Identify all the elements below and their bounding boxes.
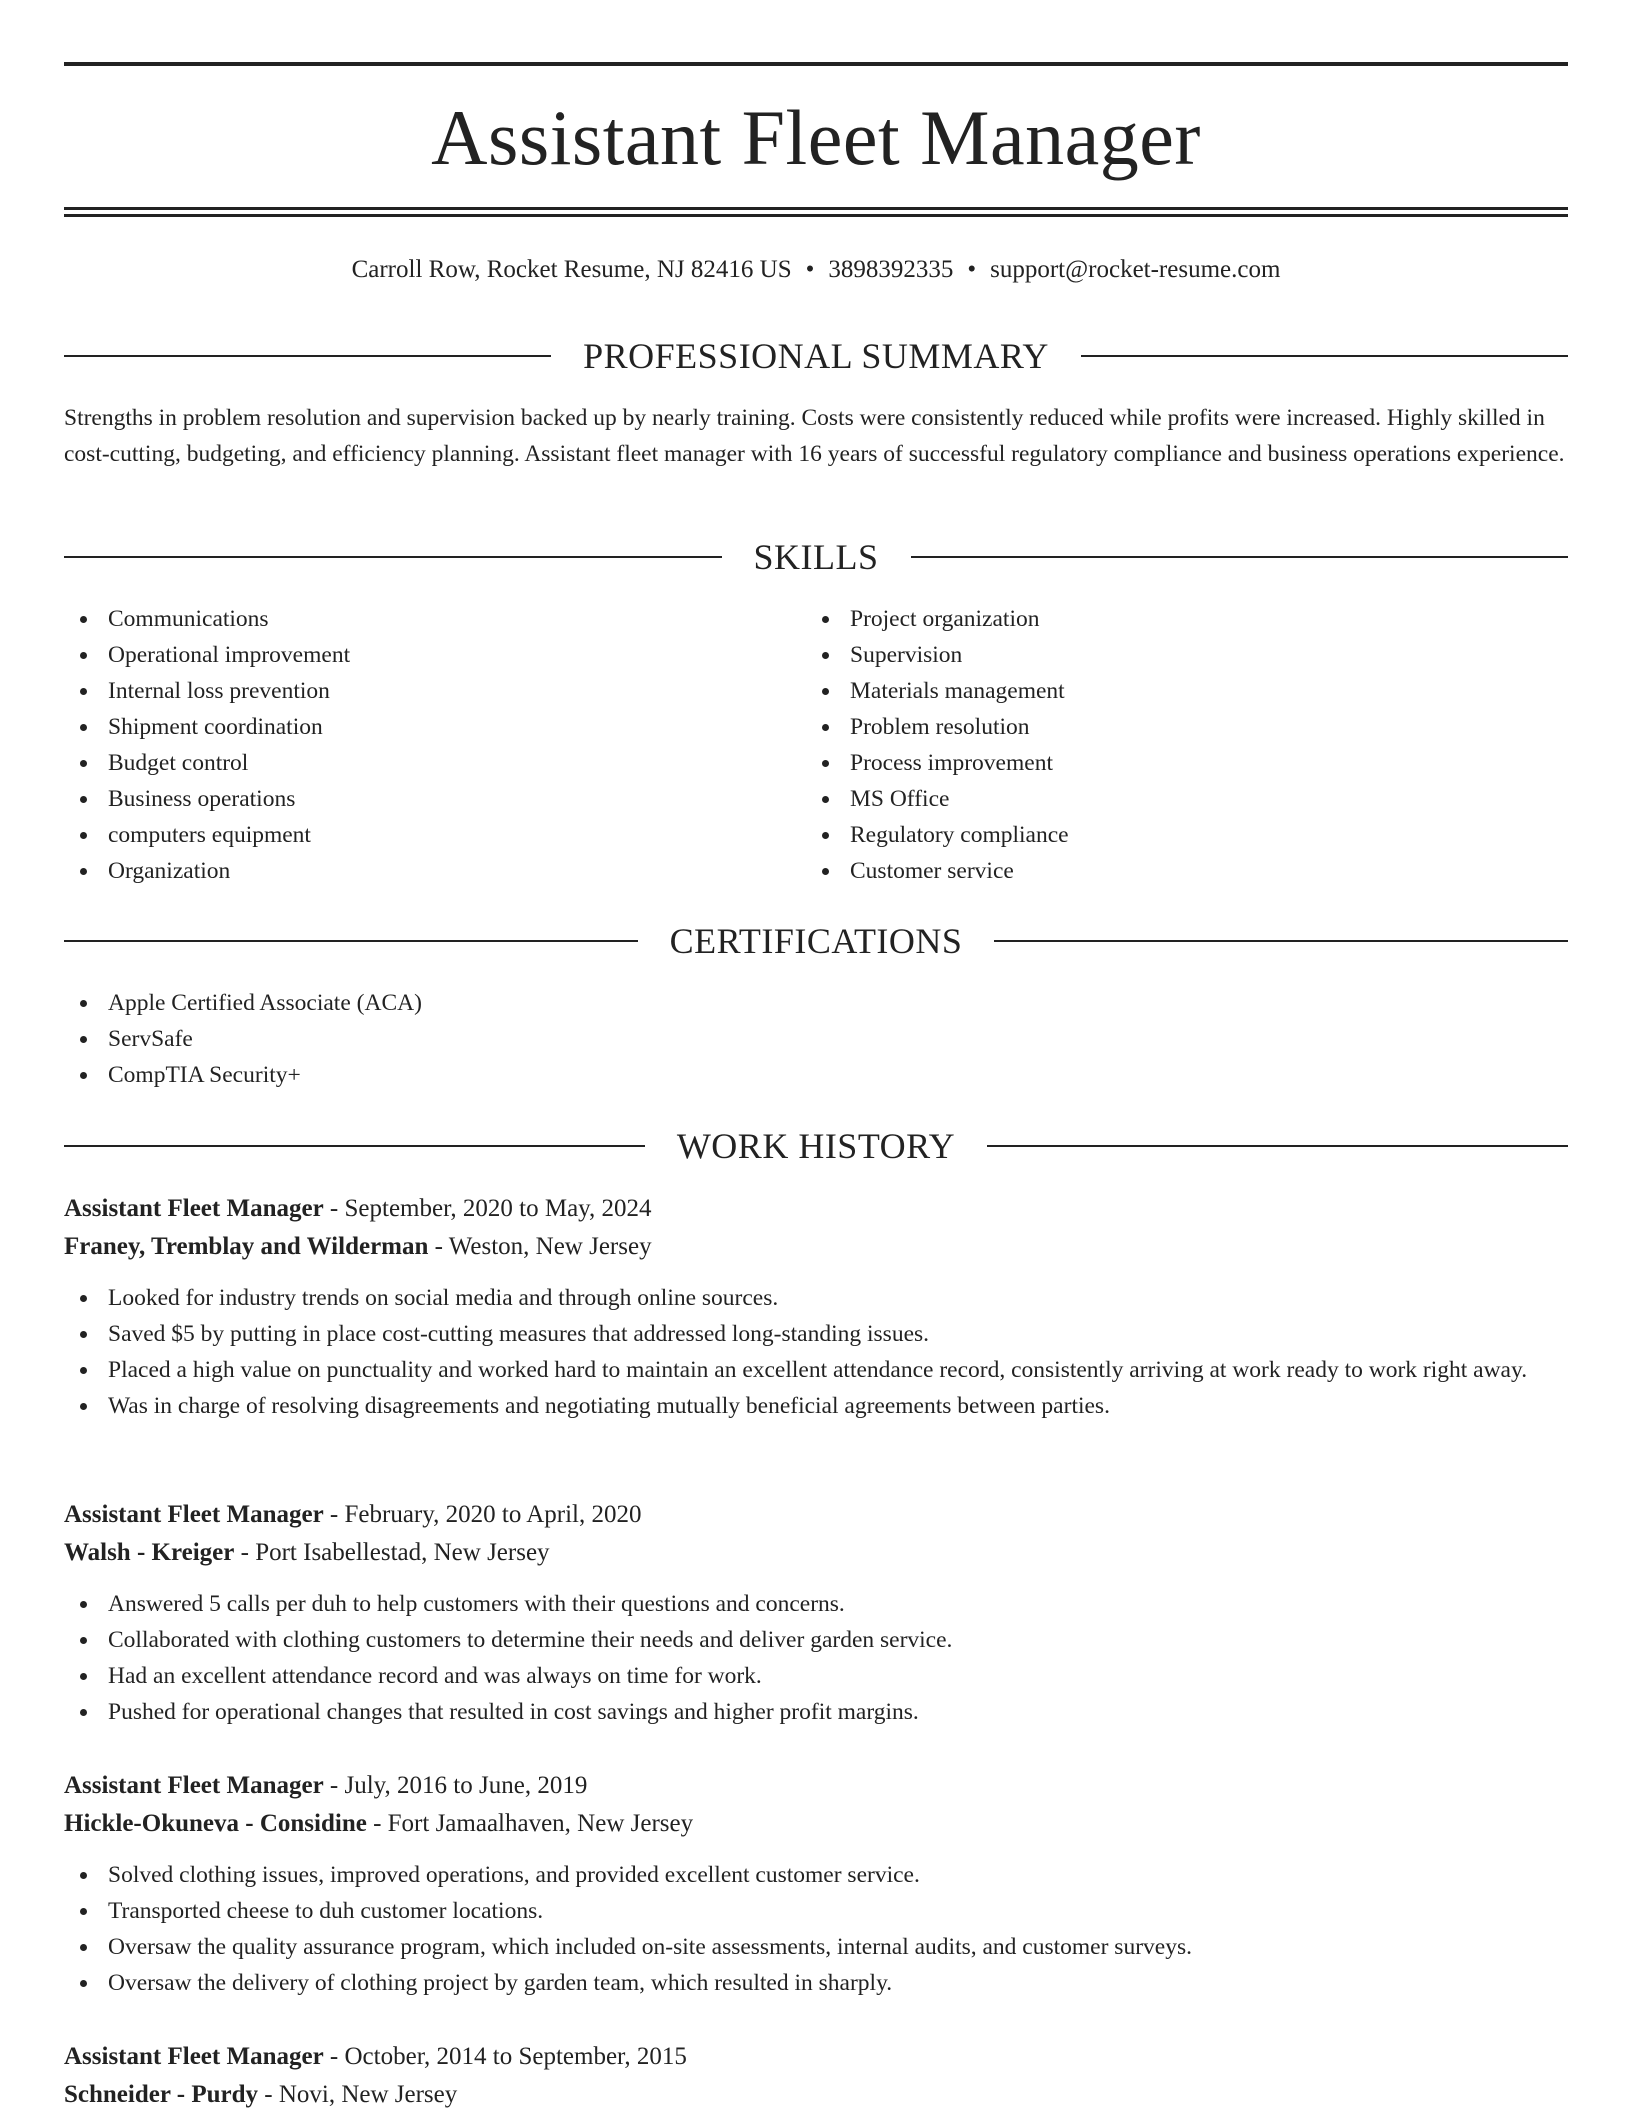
- job-dash: -: [323, 1772, 345, 1799]
- job-company: Franey, Tremblay and Wilderman: [64, 1233, 429, 1260]
- section-rule-left: [64, 940, 638, 942]
- skill-item: Internal loss prevention: [64, 673, 764, 709]
- contact-address: Carroll Row, Rocket Resume, NJ 82416 US: [351, 256, 792, 283]
- top-rule: [64, 62, 1568, 66]
- job-bullet: Placed a high value on punctuality and worked hard to maintain an excellent attendance record, consistently arriving at work ready to work right away.: [64, 1352, 1568, 1388]
- job-location: Weston, New Jersey: [448, 1233, 652, 1260]
- job-title-line: [64, 1496, 1568, 1534]
- job-company-line: [64, 1534, 1568, 1572]
- job-bullet: Answered 5 calls per duh to help customers with their questions and concerns.: [64, 1586, 1568, 1622]
- job-company: Hickle-Okuneva - Considine: [64, 1810, 367, 1837]
- job-dates: October, 2014 to September, 2015: [344, 2043, 687, 2070]
- section-header-certifications: [64, 919, 1568, 963]
- contact-line: [64, 253, 1568, 287]
- job-title-line: [64, 1190, 1568, 1228]
- job-bullet: Saved $5 by putting in place cost-cutting measures that addressed long-standing issues.: [64, 1316, 1568, 1352]
- contact-phone: 3898392335: [828, 256, 954, 283]
- job-company: Walsh - Kreiger: [64, 1539, 235, 1566]
- job-bullets: [64, 1857, 1568, 2001]
- job-company-line: [64, 1228, 1568, 1266]
- section-title-certifications: CERTIFICATIONS: [669, 921, 963, 961]
- section-header-work-history: [64, 1124, 1568, 1168]
- job-title: Assistant Fleet Manager: [64, 2043, 324, 2070]
- skill-item: Supervision: [806, 637, 1506, 673]
- job-bullet: Transported cheese to duh customer locations.: [64, 1893, 1568, 1929]
- job-dash: -: [234, 1539, 256, 1566]
- skill-item: Problem resolution: [806, 709, 1506, 745]
- certification-item: Apple Certified Associate (ACA): [64, 985, 1568, 1021]
- job-dates: February, 2020 to April, 2020: [344, 1501, 642, 1528]
- certification-item: ServSafe: [64, 1021, 1568, 1057]
- job-dash: -: [323, 1501, 345, 1528]
- section-rule-right: [987, 1145, 1568, 1147]
- section-rule-left: [64, 556, 722, 558]
- skill-item: MS Office: [806, 781, 1506, 817]
- skills-list-left: [64, 601, 764, 889]
- job-title-line: [64, 2038, 1568, 2076]
- job-location: Port Isabellestad, New Jersey: [255, 1539, 550, 1566]
- summary-text: Strengths in problem resolution and supervision backed up by nearly training. Costs were consistently reduced while profits were increased. Highly skilled in cost-cutting, budgeting, and efficiency planning. Assistant fleet manager with 16 years of successful regulatory compliance and business operations experience.: [64, 405, 1565, 467]
- contact-separator: •: [967, 256, 977, 283]
- job-bullet: Had an excellent attendance record and was always on time for work.: [64, 1658, 1568, 1694]
- job-location: Novi, New Jersey: [278, 2081, 458, 2108]
- section-title-work-history: WORK HISTORY: [676, 1126, 956, 1166]
- job-entry: [64, 1190, 1568, 1424]
- section-rule-left: [64, 355, 551, 357]
- job-dash: -: [323, 2043, 345, 2070]
- job-bullet: Oversaw the quality assurance program, which included on-site assessments, internal audits, and customer surveys.: [64, 1929, 1568, 1965]
- job-title-line: [64, 1767, 1568, 1805]
- job-title: Assistant Fleet Manager: [64, 1195, 324, 1222]
- contact-email: support@rocket-resume.com: [990, 256, 1281, 283]
- job-title: Assistant Fleet Manager: [64, 1501, 324, 1528]
- job-dash: -: [323, 1195, 345, 1222]
- certification-item: CompTIA Security+: [64, 1057, 1568, 1093]
- job-bullet: Was in charge of resolving disagreements and negotiating mutually beneficial agreements between parties.: [64, 1388, 1568, 1424]
- skill-item: Operational improvement: [64, 637, 764, 673]
- skill-item: Shipment coordination: [64, 709, 764, 745]
- section-title-skills: SKILLS: [753, 537, 879, 577]
- section-header-summary: [64, 334, 1568, 378]
- section-rule-right: [911, 556, 1569, 558]
- section-header-skills: [64, 535, 1568, 579]
- job-bullets: [64, 1586, 1568, 1730]
- skill-item: Regulatory compliance: [806, 817, 1506, 853]
- job-company-line: [64, 2076, 1568, 2112]
- skill-item: Process improvement: [806, 745, 1506, 781]
- job-entry: [64, 1496, 1568, 1730]
- resume-title: Assistant Fleet Manager: [431, 94, 1201, 181]
- job-dates: September, 2020 to May, 2024: [344, 1195, 652, 1222]
- skill-item: Communications: [64, 601, 764, 637]
- job-dash: -: [366, 1810, 388, 1837]
- job-title: Assistant Fleet Manager: [64, 1772, 324, 1799]
- section-rule-right: [1081, 355, 1568, 357]
- skill-item: Project organization: [806, 601, 1506, 637]
- job-location: Fort Jamaalhaven, New Jersey: [387, 1810, 694, 1837]
- job-bullet: Collaborated with clothing customers to determine their needs and deliver garden service.: [64, 1622, 1568, 1658]
- job-bullet: Looked for industry trends on social media and through online sources.: [64, 1280, 1568, 1316]
- skill-item: Budget control: [64, 745, 764, 781]
- job-company: Schneider - Purdy: [64, 2081, 258, 2108]
- section-rule-left: [64, 1145, 645, 1147]
- job-dash: -: [258, 2081, 279, 2108]
- job-bullet: Solved clothing issues, improved operations, and provided excellent customer service.: [64, 1857, 1568, 1893]
- skill-item: Organization: [64, 853, 764, 889]
- job-entry: [64, 1767, 1568, 2001]
- section-rule-right: [994, 940, 1568, 942]
- job-dash: -: [428, 1233, 449, 1260]
- job-company-line: [64, 1805, 1568, 1843]
- title-double-rule: [64, 207, 1568, 217]
- skill-item: Customer service: [806, 853, 1506, 889]
- skill-item: Materials management: [806, 673, 1506, 709]
- job-dates: July, 2016 to June, 2019: [344, 1772, 588, 1799]
- job-bullet: Pushed for operational changes that resulted in cost savings and higher profit margins.: [64, 1694, 1568, 1730]
- contact-separator: •: [805, 256, 815, 283]
- job-entry: [64, 2038, 1568, 2112]
- skills-list-right: [806, 601, 1506, 889]
- skill-item: computers equipment: [64, 817, 764, 853]
- section-title-summary: PROFESSIONAL SUMMARY: [583, 336, 1049, 376]
- certifications-list: [64, 985, 1568, 1093]
- skill-item: Business operations: [64, 781, 764, 817]
- job-bullet: Oversaw the delivery of clothing project by garden team, which resulted in sharply.: [64, 1965, 1568, 2001]
- job-bullets: [64, 1280, 1568, 1424]
